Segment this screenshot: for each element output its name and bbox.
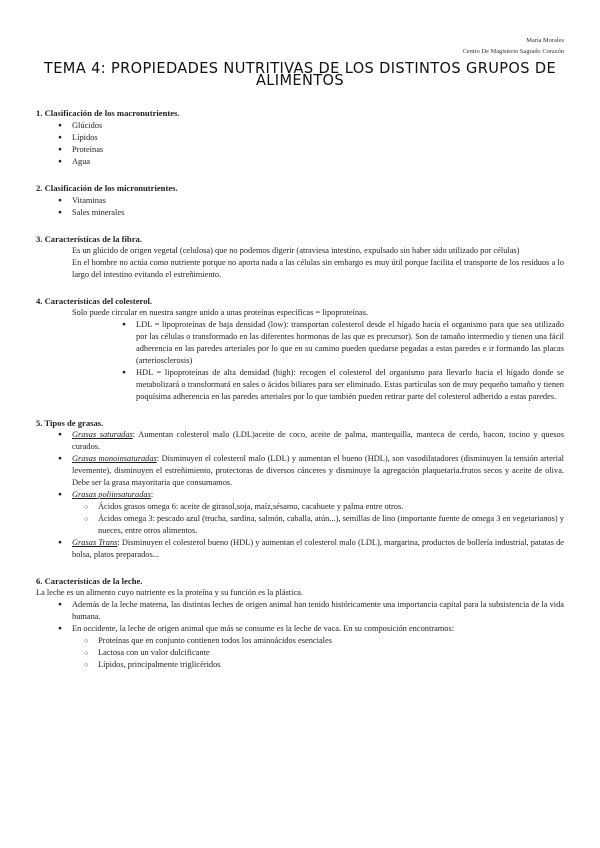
section-heading: 1. Clasificación de los macronutrientes.: [36, 108, 180, 118]
section-heading: 4. Características del colesterol.: [36, 296, 153, 306]
header-institution: Centro De Magisterio Sagrado Corazón: [462, 48, 564, 55]
list-item: ● Sales minerales: [36, 207, 564, 219]
list-item: ● Proteínas: [36, 144, 564, 156]
section-heading: 2. Clasificación de los micronutrientes.: [36, 183, 178, 193]
header-author: María Morales: [526, 37, 564, 44]
list-item-polyunsaturated: [36, 489, 564, 537]
list-item-text: En occidente, la leche de origen animal que más se consume es la leche de vaca. En su composición encontramos:: [72, 624, 455, 633]
list-item: [36, 623, 564, 671]
list-item-trans: [36, 537, 564, 561]
paragraph: Es un glúcido de origen vegetal (celulosa) que no podemos digerir (atraviesa intestino, expulsado sin haber sido utilizado por células): [72, 246, 520, 255]
term-text: :: [150, 490, 154, 499]
list-item: ○ Lípidos, principalmente triglicéridos: [36, 659, 564, 671]
section-macronutrients: [36, 107, 564, 168]
section-micronutrients: [36, 182, 564, 219]
list-item: ● Lípidos: [36, 132, 564, 144]
paragraph: En el hombre no actúa como nutriente porque no aporta nada a las células sin embargo es muy útil porque facilita el transporte de los residuos a lo largo del intestino evitando el estreñimiento.: [72, 258, 564, 279]
list-item: ● Glúcidos: [36, 120, 564, 132]
term-label: Grasas saturadas: [72, 430, 133, 439]
document-body: [36, 107, 564, 682]
list-item: ○ Ácidos grasos omega 6: aceite de girasol,soja, maíz,sésamo, cacahuete y palma entre otros.: [36, 501, 564, 513]
section-heading: 6. Características de la leche.: [36, 576, 143, 586]
term-label: Grasas monoinsaturadas: [72, 454, 157, 463]
term-text: : Disminuyen el colesterol bueno (HDL) y aumentan el colesterol malo (LDL), margarina, productos de bollería industrial, patatas de bolsa, platos preparados...: [72, 538, 565, 559]
paragraph: La leche es un alimento cuyo nutriente es la proteína y su función es la plástica.: [36, 588, 303, 597]
term-text: : Aumentan colesterol malo (LDL)aceite de coco, aceite de palma, mantequilla, manteca de cerdo, bacon, tocino y quesos curados.: [72, 430, 564, 451]
list-item: ○ Ácidos omega 3: pescado azul (trucha, sardina, salmón, caballa, atún...), semillas de lino (importante fuente de omega 3 en vegetarianos) y nueces, entre otros alimentos.: [36, 513, 564, 537]
term-label: Grasas poliinsaturadas: [72, 490, 151, 499]
section-fats: [36, 417, 564, 561]
list-item: ● Además de la leche materna, las distintas leches de origen animal han tenido históricamente una importancia capital para la subsistencia de la vida humana.: [36, 599, 564, 623]
section-heading: 5. Tipos de grasas.: [36, 418, 104, 428]
section-cholesterol: [36, 295, 564, 403]
list-item-hdl: ● HDL = lipoproteínas de alta densidad (high): recogen el colesterol del organismo para llevarlo hacia el hígado donde se metabolizará o transformará en sales o ácidos biliares para ser eliminado. Estas partículas son de muy pequeño tamaño y tienen poquísima adherencia en las paredes arteriales por lo que también pueden retirar parte del colesterol adherido a estas paredes.: [36, 367, 564, 403]
paragraph: Solo puede circular en nuestra sangre unido a unas proteínas específicas = lipoproteínas.: [72, 308, 369, 317]
list-item-saturated: [36, 429, 564, 453]
list-item-monounsaturated: [36, 453, 564, 489]
list-item-ldl: ● LDL = lipoproteínas de baja densidad (low): transportan colesterol desde el hígado hacia el organismo para que sea utilizado por las células o transformado en las diferentes hormonas de las que es precursor). Son de tamaño intermedio y tienen una fácil adherencia en las paredes arteriales por lo que en su camino pueden quedarse pegadas a estas paredes e ir formando las placas (arteriosclerosis): [36, 319, 564, 367]
list-item: ● Agua: [36, 156, 564, 168]
page-title: TEMA 4: PROPIEDADES NUTRITIVAS DE LOS DISTINTOS GRUPOS DE ALIMENTOS: [43, 59, 557, 89]
section-milk: [36, 575, 564, 671]
list-item: ● Vitaminas: [36, 195, 564, 207]
section-heading: 3. Características de la fibra.: [36, 234, 142, 244]
term-label: Grasas Trans: [72, 538, 118, 547]
section-fiber: [36, 233, 564, 281]
term-text: : Disminuyen el colesterol malo (LDL) y aumentan el bueno (HDL), son vasodilatadores (disminuyen la tensión arterial levemente), disminuyen el estreñimiento, protectoras de diversos cánceres y disminuye la agregación plaquetaria.frutos secos y aceite de oliva. Debe ser la grasa mayoritaria que consumamos.: [72, 454, 564, 487]
list-item: ○ Proteínas que en conjunto contienen todos los aminoácidos esenciales: [36, 635, 564, 647]
list-item: ○ Lactosa con un valor dulcificante: [36, 647, 564, 659]
